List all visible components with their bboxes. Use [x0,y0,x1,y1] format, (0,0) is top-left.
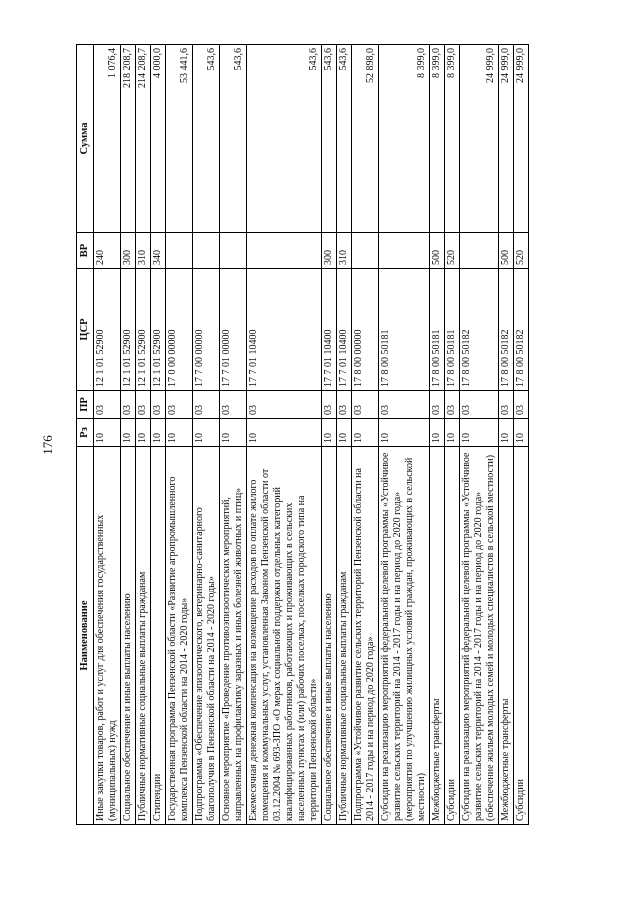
cell-rz: 10 [166,419,193,447]
column-header-rz: Рз [77,419,94,447]
cell-pr: 03 [430,391,445,419]
cell-vr: 340 [151,233,166,269]
cell-rz: 10 [136,419,151,447]
column-header-name: Наименование [77,447,94,825]
table-row [136,45,151,825]
cell-name: Основное мероприятие «Проведение противоэпизоотических мероприятий, направленных на профилактику заразных и иных болезней животных и птиц» [220,447,247,825]
cell-name: Субсидии [514,447,529,825]
cell-name: Подпрограмма «Устойчивое развитие сельских территорий Пензенской области на 2014 - 2017 годы и на период до 2020 года» [352,447,379,825]
cell-csr: 17 8 00 00000 [352,269,379,391]
cell-vr [166,233,193,269]
column-header-vr: ВР [77,233,94,269]
table-row [445,45,460,825]
cell-name: Социальное обеспечение и иные выплаты населению [322,447,337,825]
cell-name: Межбюджетные трансферты [499,447,514,825]
cell-sum: 214 208,7 [136,45,151,233]
cell-rz: 10 [352,419,379,447]
cell-csr: 17 0 00 00000 [166,269,193,391]
cell-name: Субсидии на реализацию мероприятий федеральной целевой программы «Устойчивое развитие сельских территорий на 2014 - 2017 годы и на период до 2020 года» (мероприятия по улучшению жилищных условий граждан, проживающих в сельской местности) [379,447,430,825]
cell-sum: 24 999,0 [460,45,499,233]
cell-csr: 12 1 01 52900 [136,269,151,391]
cell-pr: 03 [121,391,136,419]
cell-vr: 520 [514,233,529,269]
cell-pr: 03 [193,391,220,419]
budget-table [76,44,529,825]
cell-pr: 03 [352,391,379,419]
cell-vr: 520 [445,233,460,269]
cell-vr: 310 [337,233,352,269]
cell-sum: 8 399,0 [430,45,445,233]
cell-sum: 543,6 [337,45,352,233]
cell-csr: 12 1 01 52900 [94,269,121,391]
cell-rz: 10 [499,419,514,447]
cell-rz: 10 [514,419,529,447]
cell-sum: 543,6 [322,45,337,233]
cell-sum: 543,6 [247,45,322,233]
cell-csr: 12 1 01 52900 [151,269,166,391]
cell-rz: 10 [247,419,322,447]
column-header-csr: ЦСР [77,269,94,391]
table-row [322,45,337,825]
cell-vr [193,233,220,269]
cell-sum: 8 399,0 [445,45,460,233]
cell-pr: 03 [220,391,247,419]
table-row [247,45,322,825]
cell-sum: 1 076,4 [94,45,121,233]
cell-csr: 17 7 01 10400 [247,269,322,391]
cell-vr: 300 [121,233,136,269]
cell-csr: 12 1 01 52900 [121,269,136,391]
cell-rz: 10 [337,419,352,447]
cell-pr: 03 [460,391,499,419]
table-body [94,45,529,825]
table-row [352,45,379,825]
cell-pr: 03 [514,391,529,419]
table-row [430,45,445,825]
cell-rz: 10 [379,419,430,447]
cell-vr [247,233,322,269]
cell-name: Межбюджетные трансферты [430,447,445,825]
cell-vr [352,233,379,269]
column-header-pr: ПР [77,391,94,419]
cell-sum: 543,6 [220,45,247,233]
cell-name: Ежемесячная денежная компенсация на возмещение расходов по оплате жилого помещения и коммунальных услуг, установленная Законом Пензенской области от 03.12.2004 № 693-ЗПО «О мерах социальной поддержки отдельных категорий квалифицированных работников, работающих и проживающих в сельских населенных пунктах и (или) рабочих поселках, поселках городского типа на территории Пензенской области» [247,447,322,825]
table-row [220,45,247,825]
cell-vr: 240 [94,233,121,269]
table-header-row [77,45,94,825]
cell-sum: 24 999,0 [514,45,529,233]
cell-pr: 03 [499,391,514,419]
cell-sum: 8 399,0 [379,45,430,233]
cell-vr [220,233,247,269]
cell-name: Субсидии [445,447,460,825]
column-header-sum: Сумма [77,45,94,233]
table-row [460,45,499,825]
cell-sum: 543,6 [193,45,220,233]
cell-vr [379,233,430,269]
table-row [514,45,529,825]
cell-rz: 10 [121,419,136,447]
cell-pr: 03 [166,391,193,419]
cell-name: Публичные нормативные социальные выплаты гражданам [136,447,151,825]
cell-pr: 03 [247,391,322,419]
cell-rz: 10 [322,419,337,447]
table-row [94,45,121,825]
cell-rz: 10 [151,419,166,447]
table-row [499,45,514,825]
cell-rz: 10 [94,419,121,447]
cell-sum: 4 000,0 [151,45,166,233]
cell-vr [460,233,499,269]
cell-name: Государственная программа Пензенской области «Развитие агропромышленного комплекса Пензенской области на 2014 - 2020 годы» [166,447,193,825]
cell-rz: 10 [220,419,247,447]
cell-csr: 17 8 00 50181 [430,269,445,391]
table-row [337,45,352,825]
table-row [151,45,166,825]
cell-pr: 03 [379,391,430,419]
cell-sum: 218 208,7 [121,45,136,233]
cell-vr: 300 [322,233,337,269]
cell-csr: 17 8 00 50182 [499,269,514,391]
cell-vr: 310 [136,233,151,269]
cell-rz: 10 [445,419,460,447]
cell-name: Социальное обеспечение и иные выплаты населению [121,447,136,825]
cell-rz: 10 [193,419,220,447]
cell-csr: 17 8 00 50181 [379,269,430,391]
cell-name: Субсидии на реализацию мероприятий федеральной целевой программы «Устойчивое развитие сельских территорий на 2014 - 2017 годы и на период до 2020 года» (обеспечение жильем молодых семей и молодых специалистов в сельской местности) [460,447,499,825]
cell-name: Подпрограмма «Обеспечение эпизоотического, ветеринарно-санитарного благополучия в Пензенской области на 2014 - 2020 годы» [193,447,220,825]
cell-vr: 500 [499,233,514,269]
page-number: 176 [40,435,55,455]
table-row [193,45,220,825]
cell-rz: 10 [430,419,445,447]
cell-csr: 17 8 00 50181 [445,269,460,391]
cell-sum: 52 898,0 [352,45,379,233]
table-row [166,45,193,825]
cell-csr: 17 7 01 00000 [220,269,247,391]
cell-pr: 03 [151,391,166,419]
cell-rz: 10 [460,419,499,447]
cell-csr: 17 8 00 50182 [460,269,499,391]
table-row [379,45,430,825]
cell-name: Публичные нормативные социальные выплаты гражданам [337,447,352,825]
cell-pr: 03 [445,391,460,419]
cell-csr: 17 8 00 50182 [514,269,529,391]
cell-pr: 03 [94,391,121,419]
cell-vr: 500 [430,233,445,269]
cell-sum: 24 999,0 [499,45,514,233]
cell-name: Иные закупки товаров, работ и услуг для обеспечения государственных (муниципальных) нужд [94,447,121,825]
table-row [121,45,136,825]
cell-pr: 03 [322,391,337,419]
cell-pr: 03 [337,391,352,419]
cell-pr: 03 [136,391,151,419]
cell-csr: 17 7 01 10400 [337,269,352,391]
cell-name: Стипендии [151,447,166,825]
cell-sum: 53 441,6 [166,45,193,233]
cell-csr: 17 7 01 10400 [322,269,337,391]
cell-csr: 17 7 00 00000 [193,269,220,391]
